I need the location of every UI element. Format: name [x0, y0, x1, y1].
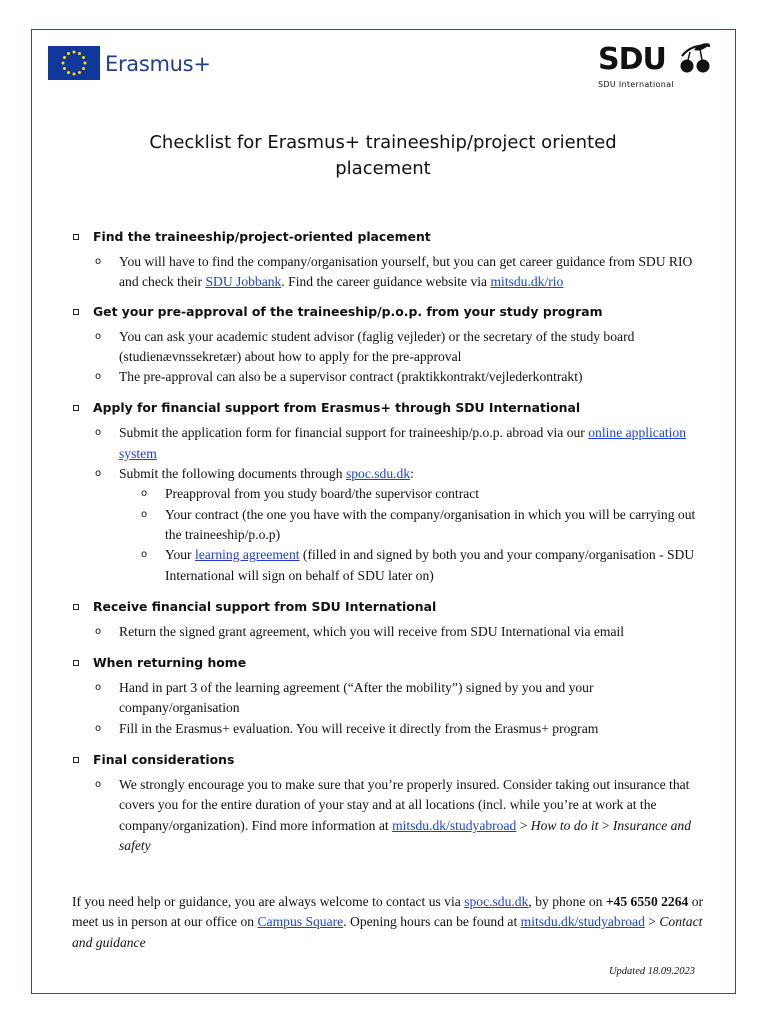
- bullet-icon: o: [95, 330, 102, 342]
- sub-list-item: o Preapproval from you study board/the supervisor contract: [119, 484, 700, 504]
- section-receive-support: [70, 596, 700, 642]
- bullet-icon: o: [95, 625, 102, 637]
- bullet-icon: o: [141, 549, 148, 561]
- bullet-icon: o: [95, 468, 102, 480]
- section-heading: Get your pre-approval of the traineeship/p.o.p. from your study program: [70, 301, 700, 323]
- sdu-jobbank-link[interactable]: SDU Jobbank: [205, 274, 282, 290]
- checkbox-icon: [73, 757, 79, 763]
- bullet-icon: o: [95, 722, 102, 734]
- spoc-link[interactable]: spoc.sdu.dk: [345, 466, 411, 482]
- page-title: [80, 130, 686, 182]
- checkbox-icon: [73, 309, 79, 315]
- checkbox-icon: [73, 405, 79, 411]
- erasmus-logo: [48, 46, 218, 82]
- campus-square-link[interactable]: Campus Square: [257, 914, 344, 930]
- bullet-icon: o: [141, 488, 148, 500]
- checkbox-icon: [73, 604, 79, 610]
- learning-agreement-link[interactable]: learning agreement: [194, 547, 300, 563]
- list-item: o Return the signed grant agreement, which you will receive from SDU International via email: [70, 622, 700, 642]
- erasmus-wordmark: Erasmus+: [105, 52, 211, 76]
- checklist: [70, 226, 700, 856]
- checkbox-icon: [73, 660, 79, 666]
- sub-list-item: o Your learning agreement (filled in and signed by both you and your company/organisation - SDU International will sign on behalf of SDU later on): [141, 547, 695, 583]
- mitsdu-studyabroad-link[interactable]: mitsdu.dk/studyabroad: [392, 817, 517, 833]
- checkbox-icon: [73, 234, 79, 240]
- online-application-link[interactable]: online application system: [119, 425, 687, 461]
- contact-studyabroad-link[interactable]: mitsdu.dk/studyabroad: [520, 914, 645, 930]
- section-heading: When returning home: [70, 652, 700, 674]
- title-line-2: placement: [335, 158, 431, 179]
- section-find-placement: [70, 226, 700, 293]
- bullet-icon: o: [95, 427, 102, 439]
- bullet-icon: o: [95, 682, 102, 694]
- bullet-icon: o: [95, 371, 102, 383]
- sdu-wordmark: SDU: [598, 42, 666, 77]
- list-item: o You will have to find the company/organisation yourself, but you can get career guidance from SDU RIO and check their SDU Jobbank. Find the career guidance website via mitsdu.dk/rio: [95, 254, 693, 290]
- list-item: o Hand in part 3 of the learning agreement (“After the mobility”) signed by you and your company/organisation: [95, 680, 594, 716]
- eu-stars: [48, 46, 100, 80]
- bullet-icon: o: [95, 779, 102, 791]
- section-pre-approval: [70, 301, 700, 388]
- contact-paragraph: If you need help or guidance, you are always welcome to contact us via spoc.sdu.dk, by phone on +45 6550 2264 or meet us in person at our office on Campus Square. Opening hours can be found at mitsdu.dk/studyabroad > Contact and guidance: [72, 894, 704, 950]
- section-heading: Find the traineeship/project-oriented placement: [70, 226, 700, 248]
- section-financial-support: [70, 397, 700, 585]
- title-line-1: Checklist for Erasmus+ traineeship/project oriented: [149, 132, 617, 153]
- bullet-icon: o: [141, 508, 148, 520]
- phone-number: +45 6550 2264: [605, 894, 689, 909]
- contact-spoc-link[interactable]: spoc.sdu.dk: [464, 894, 529, 909]
- list-item: o You can ask your academic student advisor (faglig vejleder) or the secretary of the study board (studienævnssekretær) about how to apply for the pre-approval: [95, 328, 635, 364]
- list-item: o Submit the application form for financial support for traineeship/p.o.p. abroad via our online application system: [95, 425, 687, 461]
- list-item: o Submit the following documents through spoc.sdu.dk: o Preapproval from you study board/the supervisor contract o Your contract (the one you have with the company/organisation in which you will be carrying out the traineeship/p.o.p) o Your learning agreement (filled in and signed by both you and your company/organisation - SDU International will sign on behalf of SDU later on): [70, 464, 700, 586]
- sdu-berries-icon: [676, 42, 716, 78]
- sub-list-item: o Your contract (the one you have with the company/organisation in which you will be carrying out the traineeship/p.o.p): [141, 506, 696, 542]
- list-item: o The pre-approval can also be a supervisor contract (praktikkontrakt/vejlederkontrakt): [70, 367, 700, 387]
- section-final-considerations: [70, 749, 700, 856]
- section-heading: Apply for financial support from Erasmus+ through SDU International: [70, 397, 700, 419]
- section-returning-home: [70, 652, 700, 739]
- list-item: o We strongly encourage you to make sure that you’re properly insured. Consider taking out insurance that covers you for the entire duration of your stay and at all locations (incl. while you’re at work at the company/organization). Find more information at mitsdu.dk/studyabroad > How to do it > Insurance and safety: [95, 777, 692, 853]
- updated-date: Updated 18.09.2023: [608, 966, 695, 977]
- eu-flag-icon: [48, 46, 100, 80]
- section-heading: Final considerations: [70, 749, 700, 771]
- sdu-international-label: SDU International: [598, 80, 674, 89]
- sdu-logo: [596, 42, 726, 94]
- mitsdu-rio-link[interactable]: mitsdu.dk/rio: [490, 274, 564, 290]
- section-heading: Receive financial support from SDU International: [70, 596, 700, 618]
- list-item: o Fill in the Erasmus+ evaluation. You will receive it directly from the Erasmus+ program: [70, 719, 700, 739]
- bullet-icon: o: [95, 256, 102, 267]
